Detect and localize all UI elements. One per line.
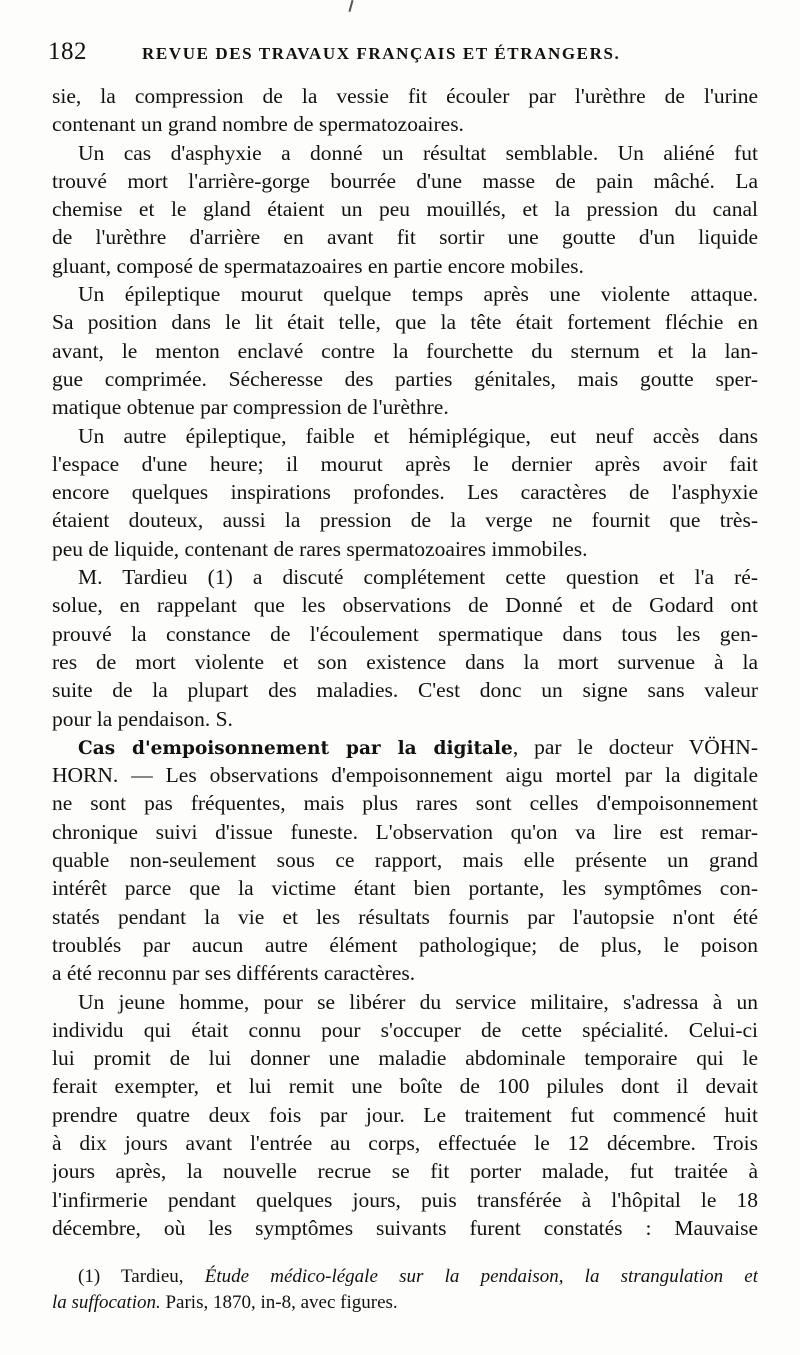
text-line: ferait exempter, et lui remit une boîte de 100 pilules dont il devait [52, 1074, 758, 1099]
footnote-marker: (1) Tardieu, [78, 1266, 205, 1287]
text-line: statés pendant la vie et les résultats fournis par l'autopsie n'ont été [52, 904, 758, 929]
text-line: décembre, où les symptômes suivants furent constatés : Mauvaise [52, 1215, 758, 1240]
text-line: chemise et le gland étaient un peu mouillés, et la pression du canal [52, 197, 758, 222]
text-line: matique obtenue par compression de l'urèthre. [52, 395, 449, 420]
footnote [52, 1264, 758, 1316]
text-line: chronique suivi d'issue funeste. L'observation qu'on va lire est remar- [52, 819, 758, 844]
text-line: HORN. — Les observations d'empoisonnement aigu mortel par la digitale [52, 763, 758, 788]
text-line: suite de la plupart des maladies. C'est donc un signe sans valeur [52, 678, 758, 703]
text-line: Un épileptique mourut quelque temps après une violente attaque. [78, 282, 758, 307]
body-text [52, 82, 758, 1242]
text-line: prouvé la constance de l'écoulement spermatique dans tous les gen- [52, 621, 758, 646]
text-line: a été reconnu par ses différents caractères. [52, 961, 416, 986]
author-attribution: , par le docteur VÖHN- [512, 734, 758, 759]
text-line: Un jeune homme, pour se libérer du service militaire, s'adressa à un [78, 989, 758, 1014]
text-line: peu de liquide, contenant de rares spermatozoaires immobiles. [52, 536, 588, 561]
text-line: M. Tardieu (1) a discuté complétement cette question et l'a ré- [78, 565, 758, 590]
text-line: trouvé mort l'arrière-gorge bourrée d'une masse de pain mâché. La [52, 168, 758, 193]
section-title: Cas d'empoisonnement par la digitale [78, 737, 513, 759]
text-line: Un autre épileptique, faible et hémiplégique, eut neuf accès dans [78, 423, 758, 448]
text-line: gluant, composé de spermatazoaires en partie encore mobiles. [52, 253, 584, 278]
text-line: lui promit de lui donner une maladie abdominale temporaire qui le [52, 1046, 758, 1071]
ink-mark [348, 0, 353, 12]
text-line: de l'urèthre d'arrière en avant fit sortir une goutte d'un liquide [52, 225, 758, 250]
text-line: pour la pendaison. S. [52, 706, 233, 731]
section-heading-line [52, 733, 758, 761]
text-line: intérêt parce que la victime étant bien portante, les symptômes con- [52, 876, 758, 901]
text-line: Un cas d'asphyxie a donné un résultat semblable. Un aliéné fut [78, 140, 758, 165]
text-line: gue comprimée. Sécheresse des parties génitales, mais goutte sper- [52, 366, 758, 391]
footnote-publication: Paris, 1870, in-8, avec figures. [160, 1292, 398, 1313]
text-line: jours après, la nouvelle recrue se fit porter malade, fut traitée à [52, 1159, 758, 1184]
page-number: 182 [48, 38, 87, 65]
running-head: REVUE DES TRAVAUX FRANÇAIS ET ÉTRANGERS. [142, 44, 621, 63]
page-header [48, 38, 768, 72]
footnote-line [52, 1290, 758, 1316]
text-line: contenant un grand nombre de spermatozoaires. [52, 112, 464, 137]
text-line: l'infirmerie pendant quelques jours, puis transférée à l'hôpital le 18 [52, 1187, 758, 1212]
text-line: individu qui était connu pour s'occuper de cette spécialité. Celui-ci [52, 1017, 758, 1042]
text-line: ne sont pas fréquentes, mais plus rares sont celles d'empoisonnement [52, 791, 758, 816]
text-line: l'espace d'une heure; il mourut après le dernier après avoir fait [52, 451, 758, 476]
text-line: res de mort violente et son existence dans la mort survenue à la [52, 649, 758, 674]
text-line: étaient douteux, aussi la pression de la verge ne fournit que très- [52, 508, 758, 533]
text-line: encore quelques inspirations profondes. Les caractères de l'asphyxie [52, 480, 758, 505]
footnote-line [52, 1264, 758, 1290]
footnote-title-continued: la suffocation. [52, 1292, 161, 1313]
text-line: avant, le menton enclavé contre la fourchette du sternum et la lan- [52, 338, 758, 363]
text-line: prendre quatre deux fois par jour. Le traitement fut commencé huit [52, 1102, 758, 1127]
text-line: à dix jours avant l'entrée au corps, effectuée le 12 décembre. Trois [52, 1130, 758, 1155]
text-line: solue, en rappelant que les observations de Donné et de Godard ont [52, 593, 758, 618]
text-line: sie, la compression de la vessie fit écouler par l'urèthre de l'urine [52, 84, 758, 108]
text-line: Sa position dans le lit était telle, que la tête était fortement fléchie en [52, 310, 758, 335]
text-line: quable non-seulement sous ce rapport, mais elle présente un grand [52, 848, 758, 873]
text-line: troublés par aucun autre élément pathologique; de plus, le poison [52, 932, 758, 957]
footnote-title: Étude médico-légale sur la pendaison, la strangulation et [204, 1266, 758, 1287]
